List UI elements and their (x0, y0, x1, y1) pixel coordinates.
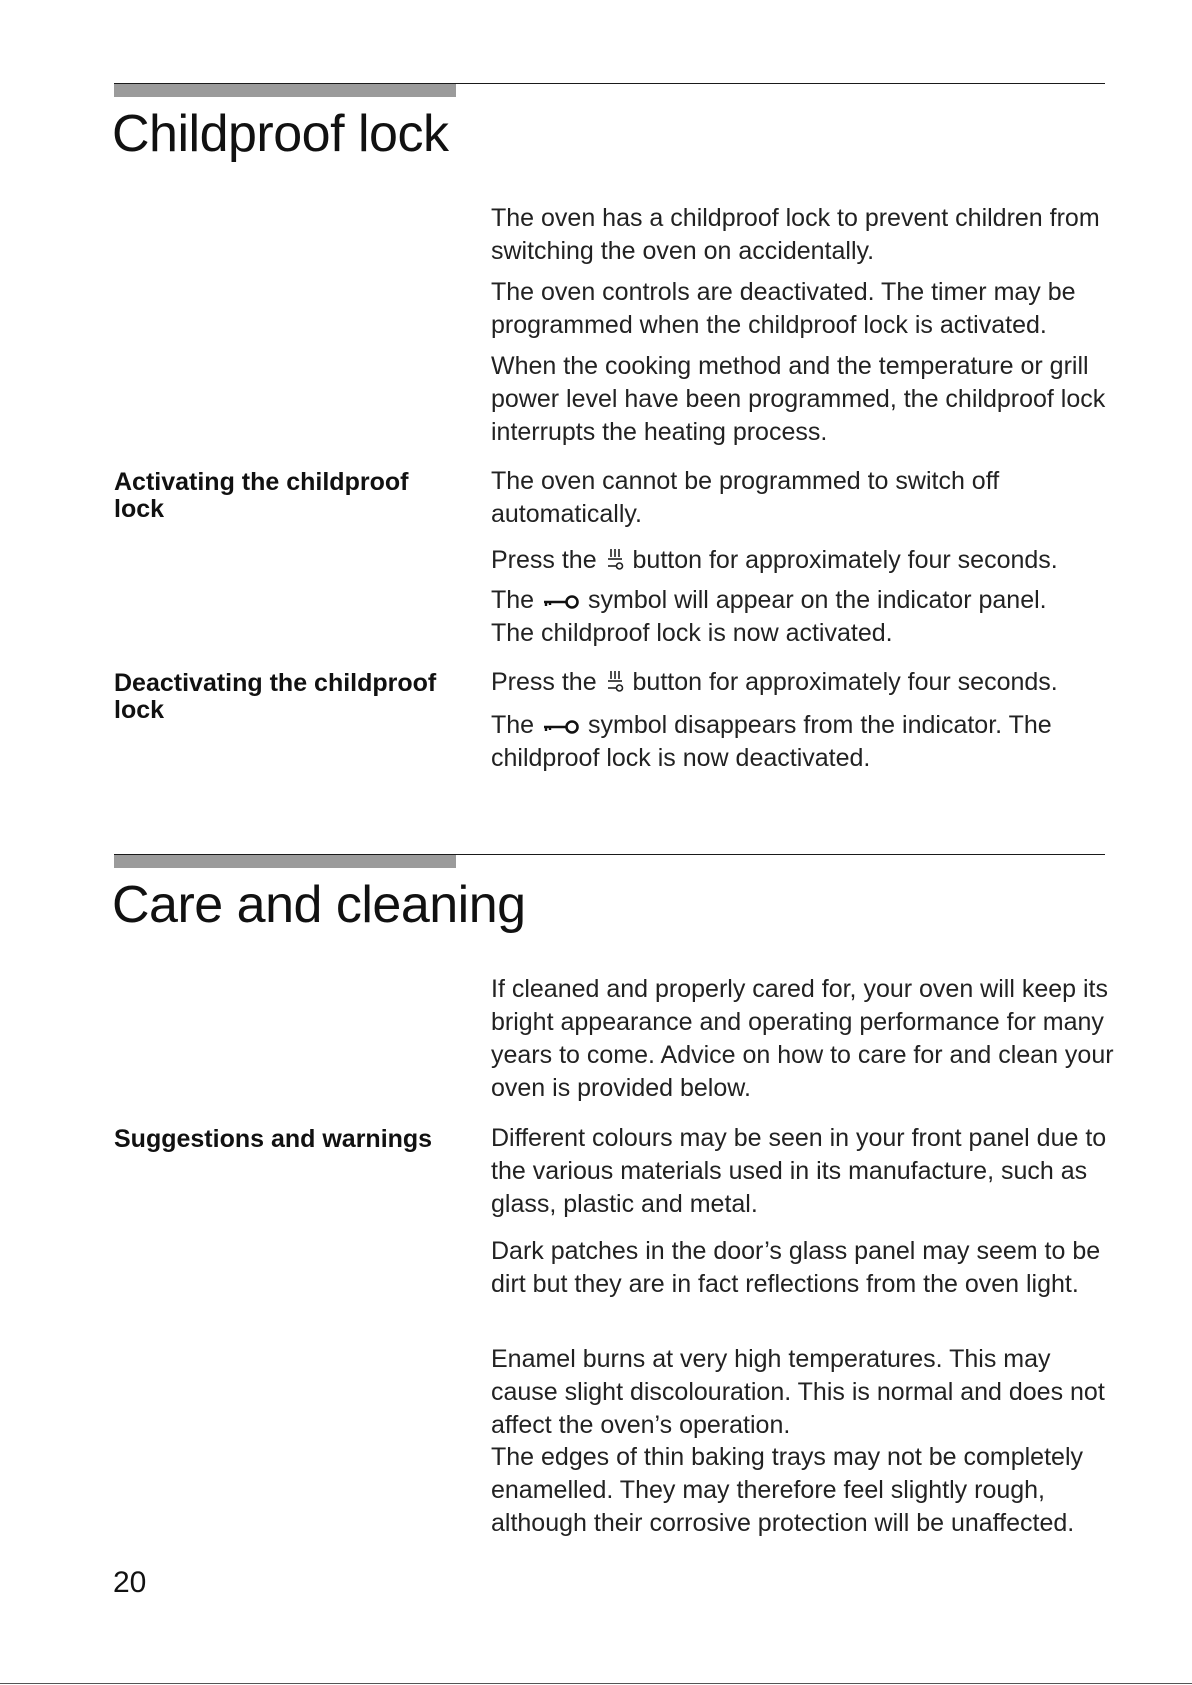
text-fragment: symbol will appear on the indicator panel. (588, 586, 1047, 614)
text-fragment: Press the (491, 668, 597, 696)
key-symbol-icon (541, 591, 581, 611)
deactivating-instruction (491, 666, 1121, 699)
text-fragment: The childproof lock is now activated. (491, 619, 893, 647)
text-fragment: symbol disappears from the indicator. The childproof lock is now deactivated. (491, 711, 1052, 772)
suggestion-paragraph: Dark patches in the door’s glass panel may seem to be dirt but they are in fact reflections from the oven light. (491, 1237, 1101, 1298)
activating-paragraph: The oven cannot be programmed to switch off automatically. (491, 467, 1000, 528)
key-symbol-icon (541, 716, 581, 736)
section-rule-line (114, 854, 1105, 855)
subheading-suggestions: Suggestions and warnings (114, 1125, 433, 1153)
section-title-care-and-cleaning: Care and cleaning (112, 876, 526, 934)
deactivating-result (491, 709, 1121, 775)
activating-instruction (491, 544, 1121, 577)
subheading-deactivating: Deactivating the childproof lock (114, 669, 437, 724)
section-rule-bar (114, 854, 456, 868)
intro-paragraph: The oven controls are deactivated. The timer may be programmed when the childproof lock is activated. (491, 278, 1076, 339)
suggestion-paragraph: Enamel burns at very high temperatures. This may cause slight discolouration. This is normal and does not affect the oven’s operation. (491, 1345, 1105, 1439)
intro-paragraph: When the cooking method and the temperature or grill power level have been programmed, the childproof lock interrupts the heating process. (491, 352, 1106, 446)
text-fragment: button for approximately four seconds. (632, 668, 1058, 696)
section-rule (114, 854, 1105, 868)
intro-paragraph: The oven has a childproof lock to prevent children from switching the oven on accidentally. (491, 204, 1100, 265)
text-fragment: Press the (491, 546, 597, 574)
childproof-lock-button-icon (604, 547, 626, 571)
section-rule (114, 83, 1105, 97)
activating-result (491, 584, 1121, 650)
text-fragment: button for approximately four seconds. (632, 546, 1058, 574)
text-fragment: The (491, 711, 535, 739)
page-bottom-rule (0, 1683, 1192, 1684)
suggestion-paragraph: Different colours may be seen in your front panel due to the various materials used in its manufacture, such as glass, plastic and metal. (491, 1124, 1107, 1218)
subheading-activating: Activating the childproof lock (114, 468, 409, 523)
text-fragment: The (491, 586, 535, 614)
childproof-lock-button-icon (604, 669, 626, 693)
section-rule-line (114, 83, 1105, 84)
section-title-childproof-lock: Childproof lock (112, 105, 449, 163)
suggestion-paragraph: The edges of thin baking trays may not be completely enamelled. They may therefore feel slightly rough, although their corrosive protection will be unaffected. (491, 1443, 1083, 1537)
section-rule-bar (114, 83, 456, 97)
intro-paragraph: If cleaned and properly cared for, your oven will keep its bright appearance and operating performance for many years to come. Advice on how to care for and clean your oven is provided below. (491, 975, 1114, 1102)
page-number: 20 (113, 1566, 147, 1599)
